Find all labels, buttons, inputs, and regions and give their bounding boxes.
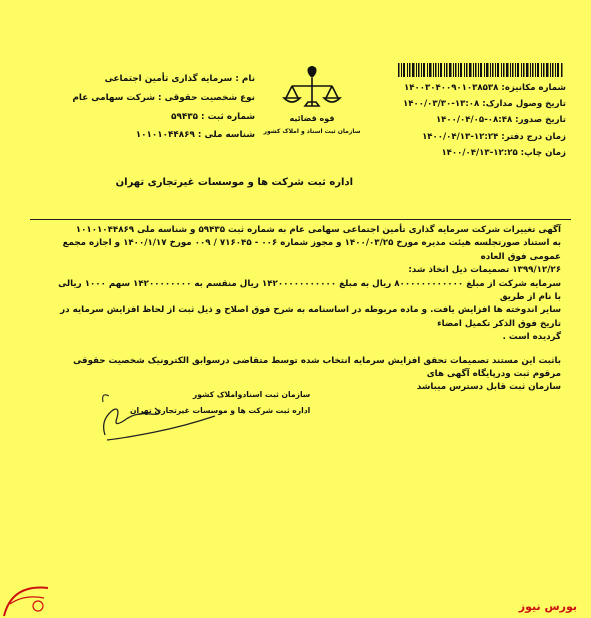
source-label: بورس نیوز xyxy=(518,600,577,613)
judiciary-emblem-icon xyxy=(263,64,361,139)
body-line: ۱۳۹۹/۱۲/۲۶ تصمیمات ذیل اتخاذ شد: xyxy=(408,265,561,276)
company-reg-no: شماره ثبت : ۵۹۴۳۵ xyxy=(171,111,255,122)
body-line: آگهی تغییرات شرکت سرمایه گذاری تأمین اجتماعی سهامی عام به شماره ثبت ۵۹۴۳۵ و شناسه ملی ۱۰۱۰۱۰۴۴۸۶۹ xyxy=(75,225,561,235)
company-info xyxy=(72,70,255,145)
body-line: گردیده است . xyxy=(502,332,561,343)
barcode xyxy=(398,63,564,77)
body-line: سایر اندوخته ها افزایش یافت. و ماده مربوطه در اساسنامه به شرح فوق اصلاح و ذیل ثبت از لحاظ افزایش سرمایه در تاریخ فوق الذکر تکمیل امضاء xyxy=(60,305,561,329)
document-meta xyxy=(351,80,566,161)
company-entity-type: نوع شخصیت حقوقی : شرکت سهامی عام xyxy=(72,92,255,103)
announcement-body xyxy=(55,224,561,395)
serial-number: شماره مکانیزه: ۱۴۰۰۳۰۴۰۰۹۰۱۰۳۸۵۳۸ xyxy=(403,83,566,93)
signature-block xyxy=(130,387,310,419)
signature-office: اداره ثبت شرکت ها و موسسات غیرتجاری تهران xyxy=(130,406,311,415)
divider xyxy=(30,219,571,220)
emblem-title: قوه قضائیه xyxy=(289,114,335,123)
signature-org: سازمان ثبت اسنادواملاک کشور xyxy=(192,390,311,399)
registered-time: زمان درج دفتر: ۱۲:۲۴-۱۴۰۰/۰۴/۱۳ xyxy=(422,131,566,142)
company-name: نام : سرمایه گذاری تأمین اجتماعی xyxy=(104,74,255,84)
issue-date: تاریخ صدور: ۰۸:۴۸-۱۴۰۰/۰۴/۰۵ xyxy=(435,115,566,126)
body-line: سرمایه شرکت از مبلغ ۸۰۰۰۰۰۰۰۰۰۰۰۰ ریال به مبلغ ۱۴۲۰۰۰۰۰۰۰۰۰۰۰ ریال منقسم به ۱۴۲۰۰۰۰۰۰۰۰ سهم ۱۰۰۰ ریالی با نام از طریق xyxy=(58,278,561,303)
body-line: به استناد صورتجلسه هیئت مدیره مورخ ۱۴۰۰/۰۳/۲۵ و مجوز شماره ۰۰۶ - ۷۱۶۰۴۵ / ۰۰۹ مورخ ۱۴۰۰/۱/۱۷ و اجازه مجمع عمومی فوق العاده xyxy=(62,238,561,262)
watermark-logo-icon xyxy=(0,578,55,618)
company-national-id: شناسه ملی : ۱۰۱۰۱۰۴۴۸۶۹ xyxy=(135,130,255,141)
footnote-line: باثبت این مستند تصمیمات تحقق افزایش سرمایه انتخاب شده توسط متقاضی درسوابق الکترونیک شخصیت حقوقی مرقوم ثبت ودرپایگاه آگهی های xyxy=(73,355,561,380)
office-title: اداره ثبت شرکت ها و موسسات غیرتجاری تهران xyxy=(115,177,353,188)
docs-received-date: تاریخ وصول مدارک: ۱۳:۰۸-۱۴۰۰/۰۳/۳۰ xyxy=(403,99,566,110)
print-time: زمان چاپ: ۱۲:۲۵-۱۴۰۰/۰۴/۱۳ xyxy=(441,147,566,158)
footnote-line: سازمان ثبت قابل دسترس میباشد xyxy=(416,382,561,393)
emblem-subtitle: سازمان ثبت اسناد و املاک کشور xyxy=(263,128,361,135)
